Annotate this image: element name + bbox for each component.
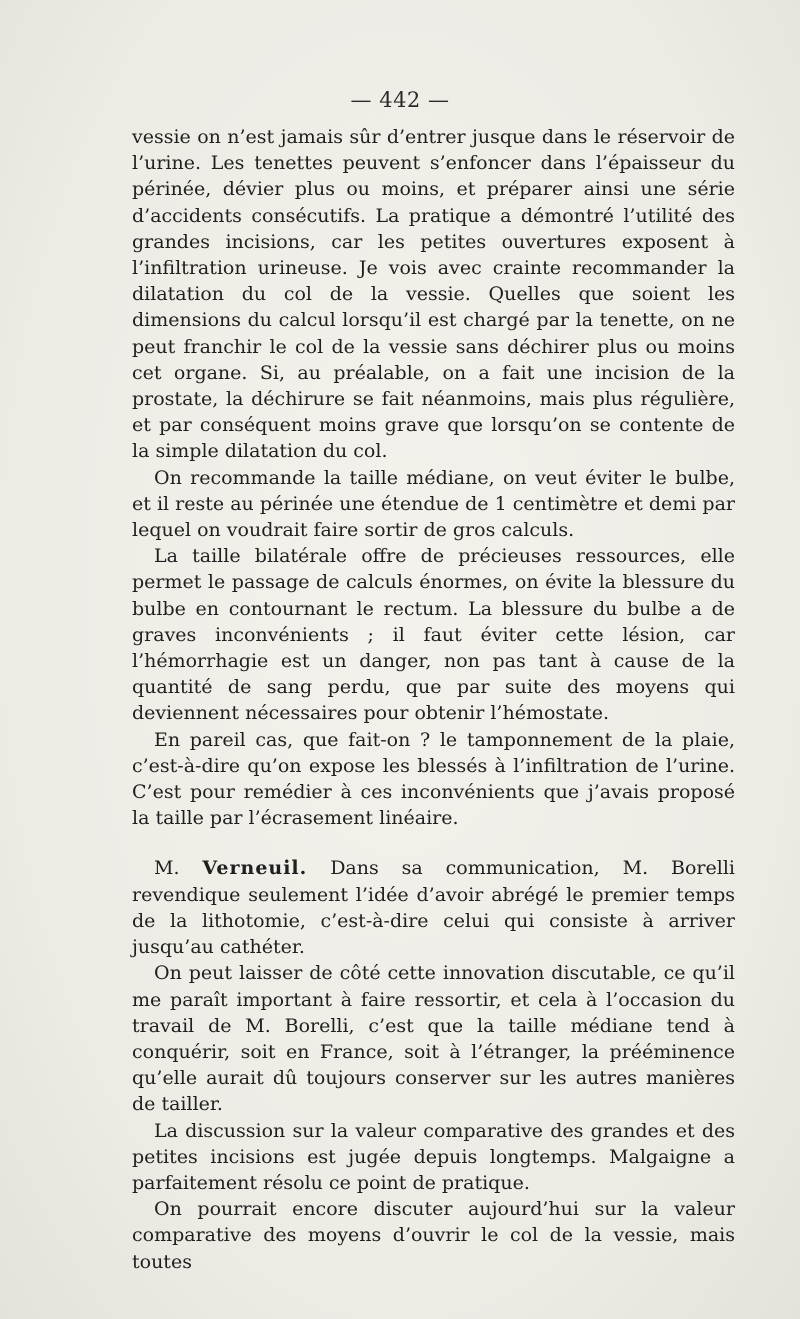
body-text xyxy=(132,124,735,1275)
paragraph-pareil-cas: En pareil cas, que fait-on ? le tamponnement de la plaie, c’est-à-dire qu’on expose les blessés à l’infiltration de l’urine. C’est pour remédier à ces inconvénients que j’avais proposé la taille par l’écrasement linéaire. xyxy=(132,728,735,830)
paragraph-discussion: La discussion sur la valeur comparative des grandes et des petites incisions est jugée depuis longtemps. Malgaigne a parfaitement résolu ce point de pratique. xyxy=(132,1119,735,1194)
paragraph-final: On pourrait encore discuter aujourd’hui sur la valeur comparative des moyens d’ouvrir le col de la vessie, mais toutes xyxy=(132,1198,735,1273)
paragraph-innovation: On peut laisser de côté cette innovation discutable, ce qu’il me paraît important à faire ressortir, et cela à l’occasion du travail de M. Borelli, c’est que la taille médiane tend à conquérir, soit en France, soit à l’étranger, la prééminence qu’elle aurait dû toujours conserver sur les autres manières de tailler. xyxy=(132,962,735,1116)
paragraph-verneuil xyxy=(132,855,735,960)
page-number: — 442 — xyxy=(350,88,450,112)
speaker-prefix: M. xyxy=(154,857,203,880)
paragraph-taille-mediane: On recommande la taille médiane, on veut éviter le bulbe, et il reste au périnée une étendue de 1 centimètre et demi par lequel on voudrait faire sortir de gros calculs. xyxy=(132,466,735,542)
paragraph-continued: vessie on n’est jamais sûr d’entrer jusque dans le réservoir de l’urine. Les tenettes peuvent s’enfoncer dans l’épaisseur du périnée, dévier plus ou moins, et préparer ainsi une série d’accidents consécutifs. La pratique a démontré l’utilité des grandes incisions, car les petites ouvertures exposent à l’infiltration urineuse. Je vois avec crainte recommander la dilatation du col de la vessie. Quelles que soient les dimensions du calcul lorsqu’il est chargé par la tenette, on ne peut franchir le col de la vessie sans déchirer plus ou moins cet organe. Si, au préalable, on a fait une incision de la prostate, la déchirure se fait néanmoins, mais plus régulière, et par conséquent moins grave que lorsqu’on se contente de la simple dilatation du col. xyxy=(132,126,735,463)
speaker-text: Dans sa communication, M. Borelli revendique seulement l’idée d’avoir abrégé le premier temps de la lithotomie, c’est-à-dire celui qui consiste à arriver jusqu’au cathéter. xyxy=(132,857,735,959)
paragraph-taille-bilaterale: La taille bilatérale offre de précieuses ressources, elle permet le passage de calculs énormes, on évite la blessure du bulbe en contournant le rectum. La blessure du bulbe a de graves inconvénients ; il faut éviter cette lésion, car l’hémorrhagie est un danger, non pas tant à cause de la quantité de sang perdu, que par suite des moyens qui deviennent nécessaires pour obtenir l’hémostate. xyxy=(132,545,735,725)
speaker-name: Verneuil. xyxy=(202,857,308,880)
